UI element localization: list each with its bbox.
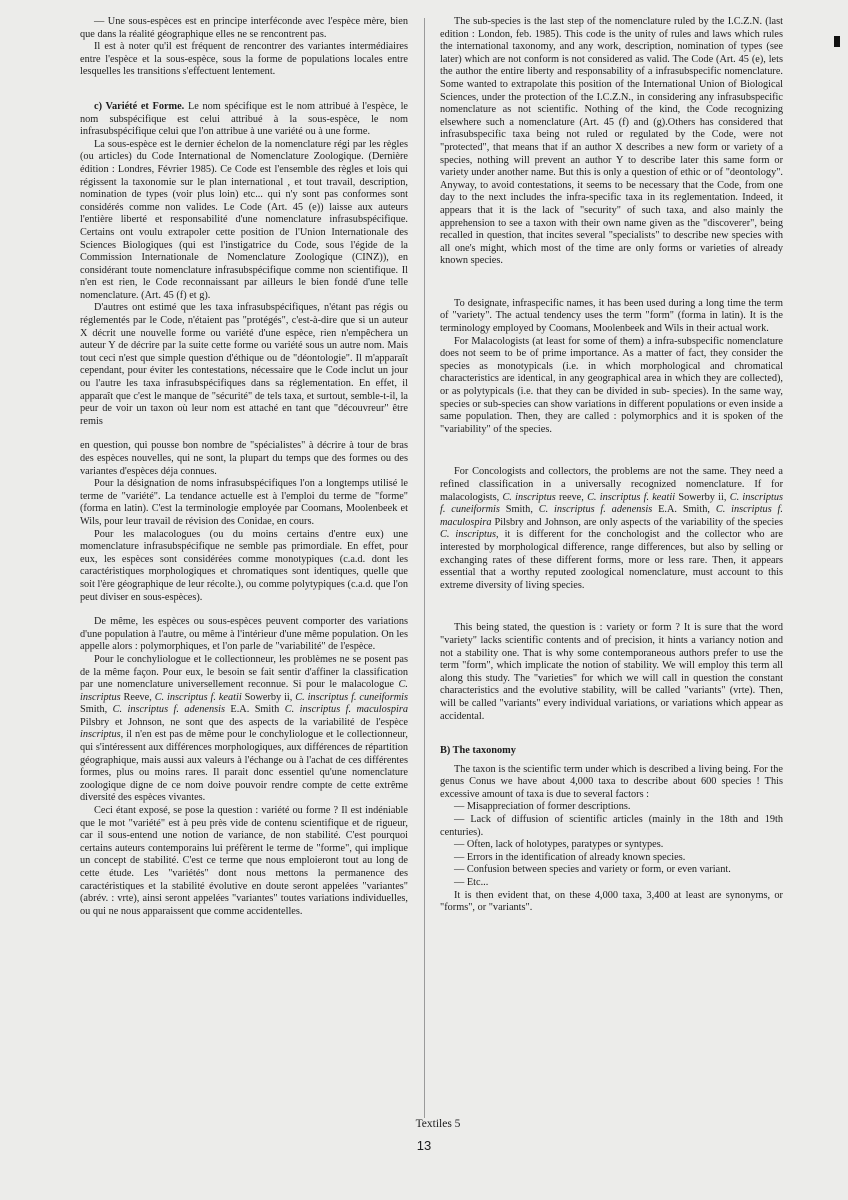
paragraph: Pour la désignation de noms infrasubspécifiques l'on a longtemps utilisé le terme de "variété". La tendance actuelle est à l'emploi du terme de "forme" (forma en latin). C'est la terminologie employée par Coomans, Moolenbeek et Wils, pour leur travail de révision des Conidae, en cours.	[80, 478, 408, 527]
paragraph: Pour le conchyliologue et le collectionneur, les problèmes ne se posent pas de la même façon. Pour eux, le besoin se fait sentir d'affiner la classification par une nomenclature universellement reconnue. Si pour le malacologue C. inscriptus Reeve, C. inscriptus f. keatii Sowerby ii, C. inscriptus f. cuneiformis Smith, C. inscriptus f. adenensis E.A. Smith C. inscriptus f. maculospira Pilsbry et Johnson, ne sont que des aspects de la variabilité de l'espèce inscriptus, il n'en est pas de même pour le conchyliologue et le collectionneur, qui s'intéressent aux différences morphologiques, aux différences de répartition géographique, mais aussi aux valeurs à l'échange ou à l'achat de ces différentes formes, plus ou moins rares. Il parait donc essentiel qu'une nomenclature zoologique digne de ce nom doive pouvoir rendre compte de cette extrême diversité des espèces vivantes.	[80, 653, 408, 804]
paragraph: The taxon is the scientific term under which is described a living being. For the genus Conus we have about 4,000 taxa to describe about 600 species ! This excessive amount of taxa is due to several factors :	[440, 763, 783, 800]
paragraph: La sous-espèce est le dernier échelon de la nomenclature régi par les règles (ou articles) du Code International de Nomenclature Zoologique. (Dernière édition : Londres, Février 1985). Ce Code est l'ensemble des règles et lois qui régissent la taxonomie sur le plan international , et tout travail, description, nomination de types (voir plus loin) etc... qui n'y sont pas conformes sont considérés comme non valides. Le Code (Art. 45 (e)) laisse aux auteurs l'entière liberté et responsabilité d'une nomenclature infrasubspécifique. Certains ont voulu extrapoler cette position de l'Union Internationale des Sciences Biologiques (qui est l'instigatrice du Code, sous l'égide de la Commission Internationale de Nomenclature Zoologique (CINZ)), en considérant toute nomenclature infrasubspécifique comme non scientifique. Il n'en est rien, le Code reconnaissant par ailleurs le bien fondé d'une telle nomenclature. (Art. 45 (f) et g).	[80, 138, 408, 301]
paragraph: The sub-species is the last step of the nomenclature ruled by the I.C.Z.N. (last edition : London, feb. 1985). This code is the unity of rules and laws which rules the international taxonomy, and any work, description, nomination of types (see later) which are not conform is not considered as valid. The Code (Art. 45 (e), lets the author the entire liberty and responsability of a infrasubspecific nomenclature. Some wanted to extrapolate this position of the International Union of Biological Sciences, under the protection of the I.C.Z.N., in considering any infrasubspecific nomenclature as not scientific. Nothing of the kind, the Code recognizing elsewhere such a nomenclature (Art. 45 (f) and (g).Others has considered that infrasubspecific taxa being not ruled or regulated by the Code, were not "protected", that means that if an author X describes a new form or variety of a species, nothing will prevent an author Y to describe later this same form or variety under another name. But this is only a question of ethic or of "deontology". Anyway, to avoid contestations, it seems to be necessary that the Code, from one day to the next includes the infra-specific taxa in its reglementation. Indeed, it appears that it is the lack of "security" of such taxa, and also mainly the apprehension to see a taxon with their own name given as the "discoverer", being recalled in question, that incites several "specialists" to describe new species with all one's might, which most of the time are only forms or varieties of already known species.	[440, 16, 783, 267]
list-item: — Errors in the identification of already known species.	[454, 851, 686, 863]
journal-title: Textiles 5	[415, 1118, 461, 1130]
section-heading: c) Variété et Forme.	[94, 100, 185, 112]
page-number: 13	[416, 1138, 432, 1153]
paragraph: De même, les espèces ou sous-espèces peuvent comporter des variations d'une population à l'autre, ou même à l'intérieur d'une même population. On les appelle alors : polymorphiques, et l'on parle de "variabilité" de l'espèce.	[80, 616, 408, 653]
paragraph: It is then evident that, on these 4,000 taxa, 3,400 at least are synonyms, or "forms", or "variants".	[440, 889, 783, 914]
list-item: — Often, lack of holotypes, paratypes or syntypes.	[454, 839, 664, 851]
paragraph: This being stated, the question is : variety or form ? It is sure that the word "variety" lacks scientific contents and of precision, it hints a variancy notion and not a stability one. That is why some contemporaneous authors prefer to use the term "form", which implicate the notion of stability. We will employ this term all along this study. The "varieties" for which we will call in question the constant characteristics and the evolutive stability, will be called "variants" (vrte). Then, will be called "variants" every individual variations, or variations which appear as accidental.	[440, 622, 783, 722]
list-item: — Confusion between species and variety or form, or even variant.	[454, 864, 731, 876]
list-item: — Misappreciation of former descriptions.	[454, 801, 631, 813]
list-item: — Lack of diffusion of scientific articles (mainly in the 18th and 19th centuries).	[440, 814, 783, 838]
paragraph: Pour les malacologues (ou du moins certains d'entre eux) une momenclature infrasubspécifique ne semble pas primordiale. En effet, pour eux, les espèces sont considérées comme monotypiques (c.a.d. dont les caractéristiques morphologiques et chromatiques sont identiques, quelle que soit l'ère géographique de leur récolte.), ou comme polytypiques (c.a.d. que l'on peut diviser en sous-espèces).	[80, 528, 408, 603]
left-column	[80, 16, 408, 918]
paragraph: D'autres ont estimé que les taxa infrasubspécifiques, n'étant pas régis ou réglementés par le Code, n'étaient pas "protégés", c'est-à-dire que si un auteur X décrit une nouvelle forme ou variété d'une espèce, rien n'empêchera un auteur Y de décrire par la suite cette forme ou variété sous un autre nom. Mais tout ceci n'est que simple question d'éthique ou de "déontologie". Il m'apparaît cependant, pour éviter les contestations, nécessaire que le Code inclut un jour ou l'autre les taxa infrasubspécifiques dans sa réglementation. En effet, il apparaît que c'est le manque de "sécurité" de tels taxa, et surtout, semble-t-il, la peur de voir un taxon où leur nom est attaché en tant que "découvreur" être remis	[80, 302, 408, 427]
section-paragraph: c) Variété et Forme. Le nom spécifique est le nom attribué à l'espèce, le nom subspécifique est celui attribué à la sous-espèce, le nom infrasubspécifique celui que l'on attribue à une variété ou à une forme.	[80, 100, 409, 138]
margin-mark	[834, 36, 840, 47]
paragraph: — Une sous-espèces est en principe interféconde avec l'espèce mère, bien que dans la réalité géographique elles ne se rencontrent pas.	[80, 16, 408, 40]
section-heading: B) The taxonomy	[440, 745, 516, 757]
column-divider	[424, 18, 425, 1118]
list-item: — Etc...	[454, 877, 489, 889]
paragraph: To designate, infraspecific names, it has been used during a long time the term of "variety". The actual tendency uses the term "form" (forma in latin). It is the terminology employed by Coomans, Moolenbeek and Wils in their actual work.	[440, 297, 783, 335]
paragraph: For Concologists and collectors, the problems are not the same. They need a refined classification in a universally recognized nomenclature. If for malacologists, C. inscriptus reeve, C. inscriptus f. keatii Sowerby ii, C. inscriptus f. cuneiformis Smith, C. inscriptus f. adenensis E.A. Smith, C. inscriptus f. maculospira Pilsbry and Johnson, are only aspects of the variability of the species C. inscriptus, it is different for the conchologist and the collector who are interested by morphological difference, range differences, but also by selling or exchanging rates of these different forms, more or less rare. Then, it appears essential that a worthy reputed zoological nomenclature, must account to this extreme diversity of living species.	[440, 466, 784, 591]
paragraph: en question, qui pousse bon nombre de "spécialistes" à décrire à tour de bras des espèces nouvelles, qui ne sont, la plupart du temps que des formes ou des variantes d'espèces déja connues.	[80, 440, 408, 477]
paragraph: Ceci étant exposé, se pose la question : variété ou forme ? Il est indéniable que le mot "variété" est à peu près vide de contenu scientifique et de rigueur, car il sous-entend une notion de variance, de non stabilité. C'est pourquoi certains auteurs contemporains lui préfèrent le terme de "forme", qui implique un concept de stabilité. C'est ce terme que nous emploieront tout au long de cette étude. Les "variétés" dont nous mettons la permanence des caractéristiques et la stabilité évolutive en doute seront appelées "variantes" (abrév. : vrte), ainsi seront appelées "variantes" toutes variations individuelles, ou qui ne nous apparaissent que comme accidentelles.	[80, 805, 408, 917]
paragraph: Il est à noter qu'il est fréquent de rencontrer des variantes intermédiaires entre l'espèce et la sous-espèce, sous la forme de populations locales entre lesquelles les transitions s'effectuent lentement.	[80, 41, 408, 78]
paragraph: For Malacologists (at least for some of them) a infra-subspecific nomenclature does not seem to be of prime importance. As a matter of fact, they consider the species as monotypicals (i.e. in which morphological and chromatical characteristics are identical, in any geographical area in which they are collected), or as polytypicals (i.e. that they can be divided in sub- species). In the same way, species or sub-species can show variations in different populations or even inside a same population. Then, they are called : polymorphics and it is spoken of the "variability" of the species.	[440, 335, 783, 435]
right-column	[440, 16, 783, 915]
